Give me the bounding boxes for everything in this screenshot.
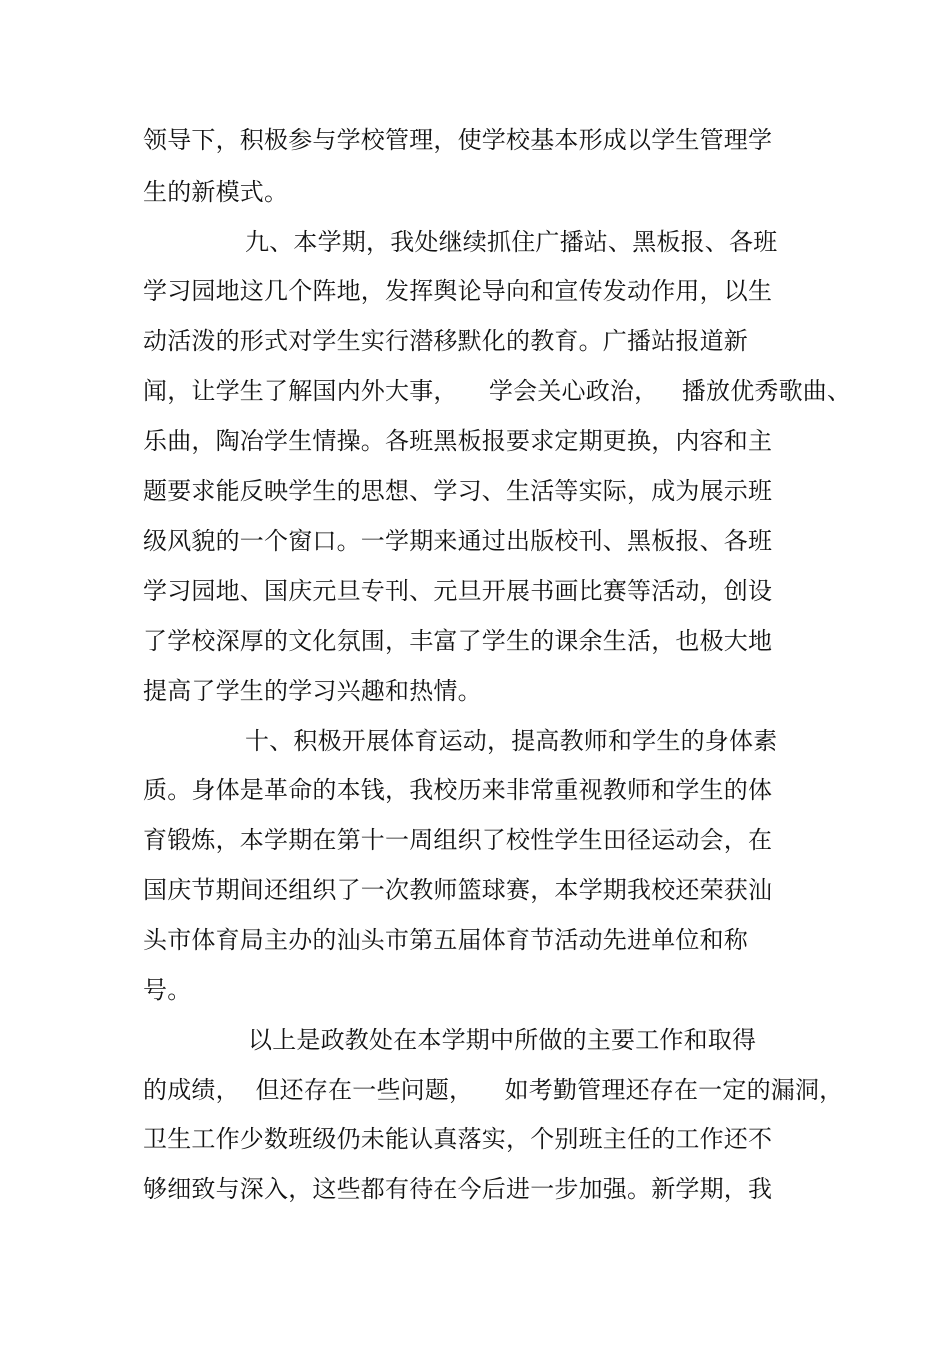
text-line: 育锻炼，本学期在第十一周组织了校性学生田径运动会，在 [143, 826, 773, 854]
paragraph-start-line: 九、本学期，我处继续抓住广播站、黑板报、各班 [245, 228, 778, 256]
text-line: 够细致与深入，这些都有待在今后进一步加强。新学期，我 [143, 1175, 773, 1203]
text-line: 头市体育局主办的汕头市第五届体育节活动先进单位和称 [143, 926, 748, 954]
text-line: 级风貌的一个窗口。一学期来通过出版校刊、黑板报、各班 [143, 527, 773, 555]
text-line: 题要求能反映学生的思想、学习、生活等实际，成为展示班 [143, 477, 773, 505]
text-line: 学习园地这几个阵地，发挥舆论导向和宣传发动作用，以生 [143, 277, 773, 305]
text-line: 学习园地、国庆元旦专刊、元旦开展书画比赛等活动，创设 [143, 577, 773, 605]
text-line: 动活泼的形式对学生实行潜移默化的教育。广播站报道新 [143, 327, 748, 355]
text-line: 乐曲，陶冶学生情操。各班黑板报要求定期更换，内容和主 [143, 427, 773, 455]
text-line: 卫生工作少数班级仍未能认真落实，个别班主任的工作还不 [143, 1125, 773, 1153]
text-line: 提高了学生的学习兴趣和热情。 [143, 677, 482, 705]
paragraph-start-line: 十、积极开展体育运动，提高教师和学生的身体素 [245, 727, 778, 755]
text-line: 国庆节期间还组织了一次教师篮球赛，本学期我校还荣获汕 [143, 876, 773, 904]
paragraph-start-line: 以上是政教处在本学期中所做的主要工作和取得 [248, 1026, 757, 1054]
text-line: 了学校深厚的文化氛围，丰富了学生的课余生活，也极大地 [143, 627, 773, 655]
text-line: 闻，让学生了解国内外大事， 学会关心政治， 播放优秀歌曲、 [143, 377, 852, 405]
text-line: 的成绩， 但还存在一些问题， 如考勤管理还存在一定的漏洞， [143, 1076, 844, 1104]
text-line: 生的新模式。 [143, 178, 289, 206]
text-line: 质。身体是革命的本钱，我校历来非常重视教师和学生的体 [143, 776, 773, 804]
text-line: 号。 [143, 976, 192, 1004]
text-line: 领导下，积极参与学校管理，使学校基本形成以学生管理学 [143, 126, 773, 154]
